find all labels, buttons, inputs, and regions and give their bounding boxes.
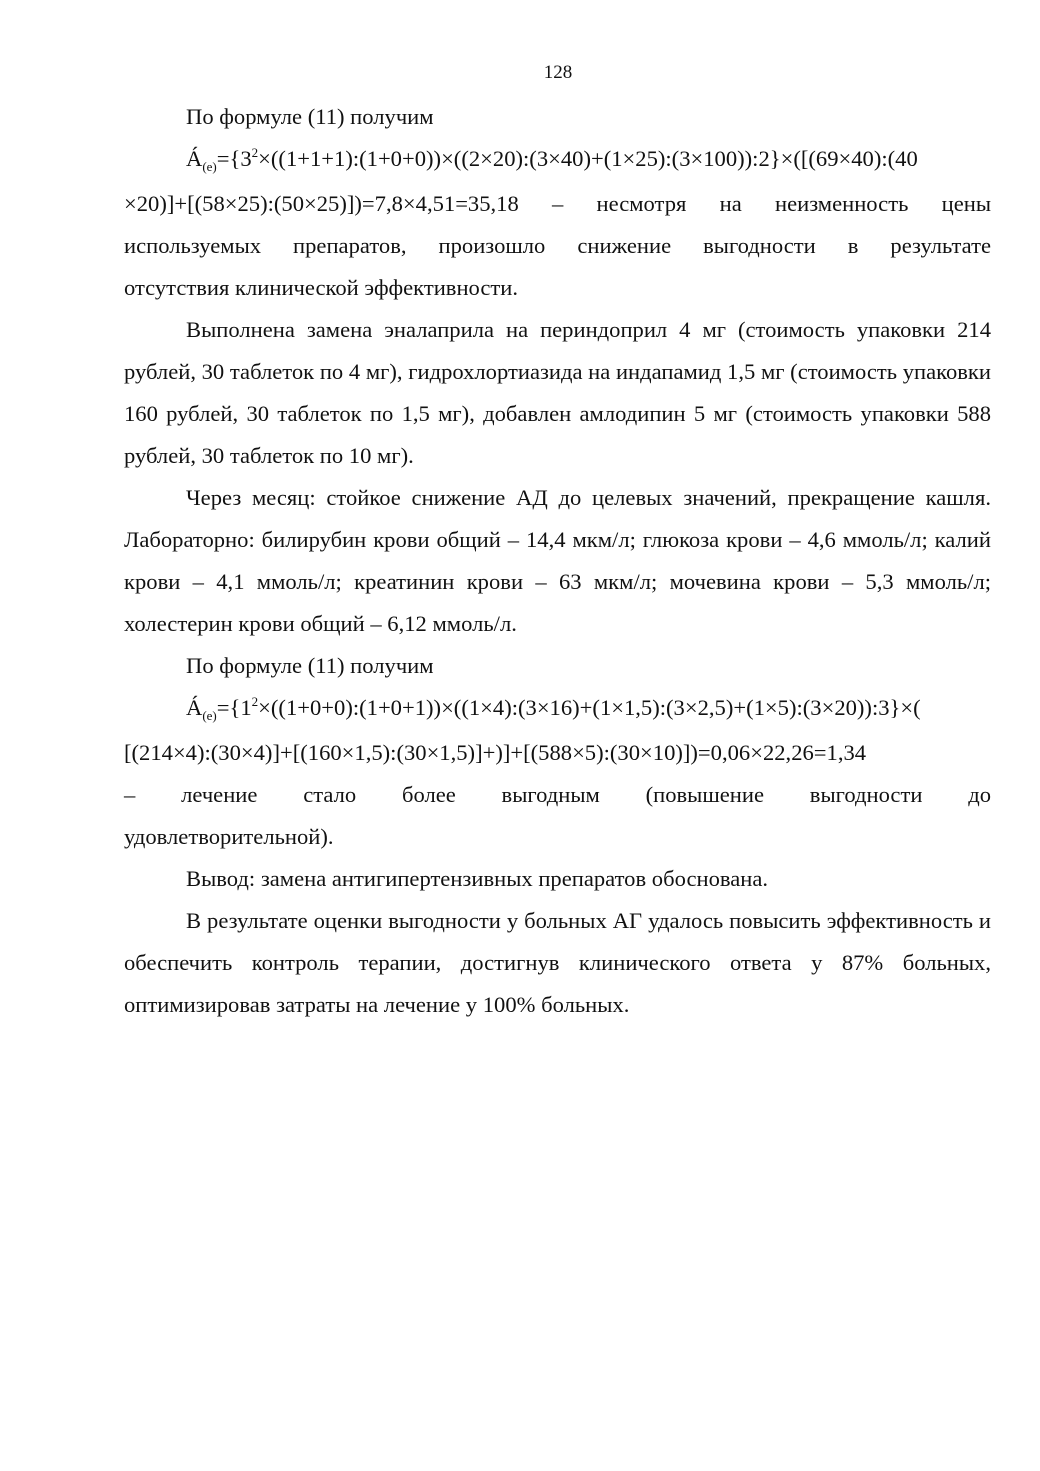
formula-2-start: ={1 [216,695,252,720]
formula-1-line-3: используемых препаратов, произошло снижение выгодности в результате [124,233,991,258]
formula-1-line-2: ×20)]+[(58×25):(50×25)])=7,8×4,51=35,18 – несмотря на неизменность цены [124,191,991,216]
paragraph-summary: В результате оценки выгодности у больных АГ удалось повысить эффективность и обеспечить контроль терапии, достигнув клинического ответа у 87% больных, оптимизировав затраты на лечение у 100% больных. [124,908,991,1017]
formula-1-line-1 [124,138,991,183]
formula-block-2 [124,687,991,858]
formula-1-line-4: отсутствия клинической эффективности. [124,275,519,300]
formula-1-expression: ×((1+1+1):(1+0+0))×((2×20):(3×40)+(1×25):(3×100)):2}×([(69×40):(40 [258,146,918,171]
paragraph-lab-results: Через месяц: стойкое снижение АД до целевых значений, прекращение кашля. Лабораторно: билирубин крови общий – 14,4 мкм/л; глюкоза крови – 4,6 ммоль/л; калий крови – 4,1 ммоль/л; креатинин крови – 63 мкм/л; мочевина крови – 5,3 ммоль/л; холестерин крови общий – 6,12 ммоль/л. [124,485,991,636]
formula-2-exponent: 2 [251,694,259,709]
paragraph-formula-intro-2: По формуле (11) получим [186,653,434,678]
formula-1-exponent: 2 [251,145,259,160]
formula-2-line-3: – лечение стало более выгодным (повышение выгодности до [124,782,991,807]
formula-2-line-1 [124,687,991,732]
formula-1-start: ={3 [216,146,252,171]
paragraph-replacement: Выполнена замена эналаприла на периндоприл 4 мг (стоимость упаковки 214 рублей, 30 таблеток по 4 мг), гидрохлортиазида на индапамид 1,5 мг (стоимость упаковки 160 рублей, 30 таблеток по 1,5 мг), добавлен амлодипин 5 мг (стоимость упаковки 588 рублей, 30 таблеток по 10 мг). [124,317,991,468]
formula-2-line-2: [(214×4):(30×4)]+[(160×1,5):(30×1,5)]+)]+[(588×5):(30×10)])=0,06×22,26=1,34 [124,740,867,765]
formula-2-line-4: удовлетворительной). [124,824,334,849]
paragraph-conclusion: Вывод: замена антигипертензивных препаратов обоснована. [186,866,769,891]
page-number: 128 [543,62,573,83]
formula-1-lhs: Á [186,146,203,171]
paragraph-formula-intro-1: По формуле (11) получим [186,104,434,129]
formula-block-1 [124,138,991,309]
formula-2-expression: ×((1+0+0):(1+0+1))×((1×4):(3×16)+(1×1,5):(3×2,5)+(1×5):(3×20)):3}×( [258,695,921,720]
formula-2-lhs: Á [186,695,203,720]
formula-2-subscript: (е) [202,708,217,723]
formula-1-subscript: (е) [202,159,217,174]
document-body [124,96,991,1026]
